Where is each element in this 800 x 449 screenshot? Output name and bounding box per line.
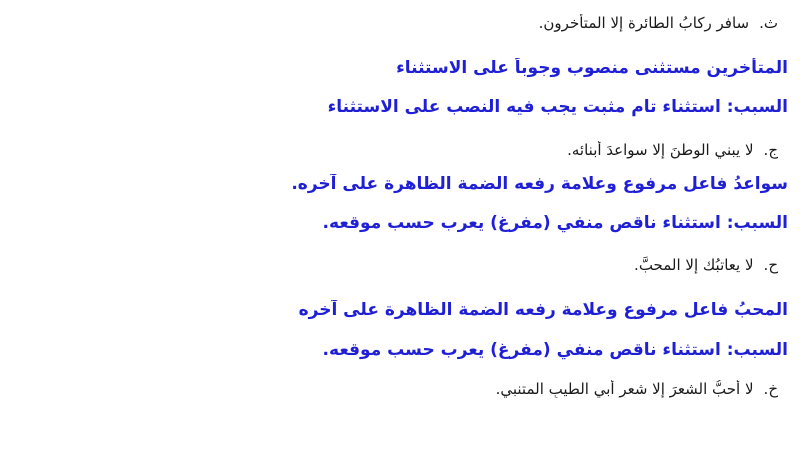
question-marker: ج. <box>763 141 778 159</box>
question-line <box>0 141 778 159</box>
question-line <box>0 14 778 32</box>
reason-line: السبب: استثناء تام مثبت يجب فيه النصب على الاستثناء <box>327 97 788 117</box>
question-line <box>0 256 778 274</box>
reason-line: السبب: استثناء ناقص منفي (مفرغ) يعرب حسب موقعه. <box>322 340 788 360</box>
answer-line: المتأخرين مستثنى منصوب وجوباً على الاستثناء <box>396 58 788 78</box>
question-line <box>0 380 778 398</box>
question-text: سافر ركابُ الطائرة إلا المتأخرون. <box>538 14 750 32</box>
answer-line: سواعدُ فاعل مرفوع وعلامة رفعه الضمة الظاهرة على آخره. <box>291 174 788 194</box>
question-marker: ث. <box>759 14 778 32</box>
reason-line: السبب: استثناء ناقص منفي (مفرغ) يعرب حسب موقعه. <box>322 213 788 233</box>
question-text: لا يعاتبُك إلا المحبَّ. <box>634 256 754 274</box>
question-text: لا أحبُّ الشعرَ إلا شعرِ أبي الطيبِ المتنبي. <box>495 380 754 398</box>
answer-line: المحبُ فاعل مرفوع وعلامة رفعه الضمة الظاهرة على آخره <box>298 300 788 320</box>
question-marker: ح. <box>763 256 778 274</box>
question-text: لا يبني الوطنَ إلا سواعدَ أبنائه. <box>567 141 754 159</box>
question-marker: خ. <box>763 380 778 398</box>
